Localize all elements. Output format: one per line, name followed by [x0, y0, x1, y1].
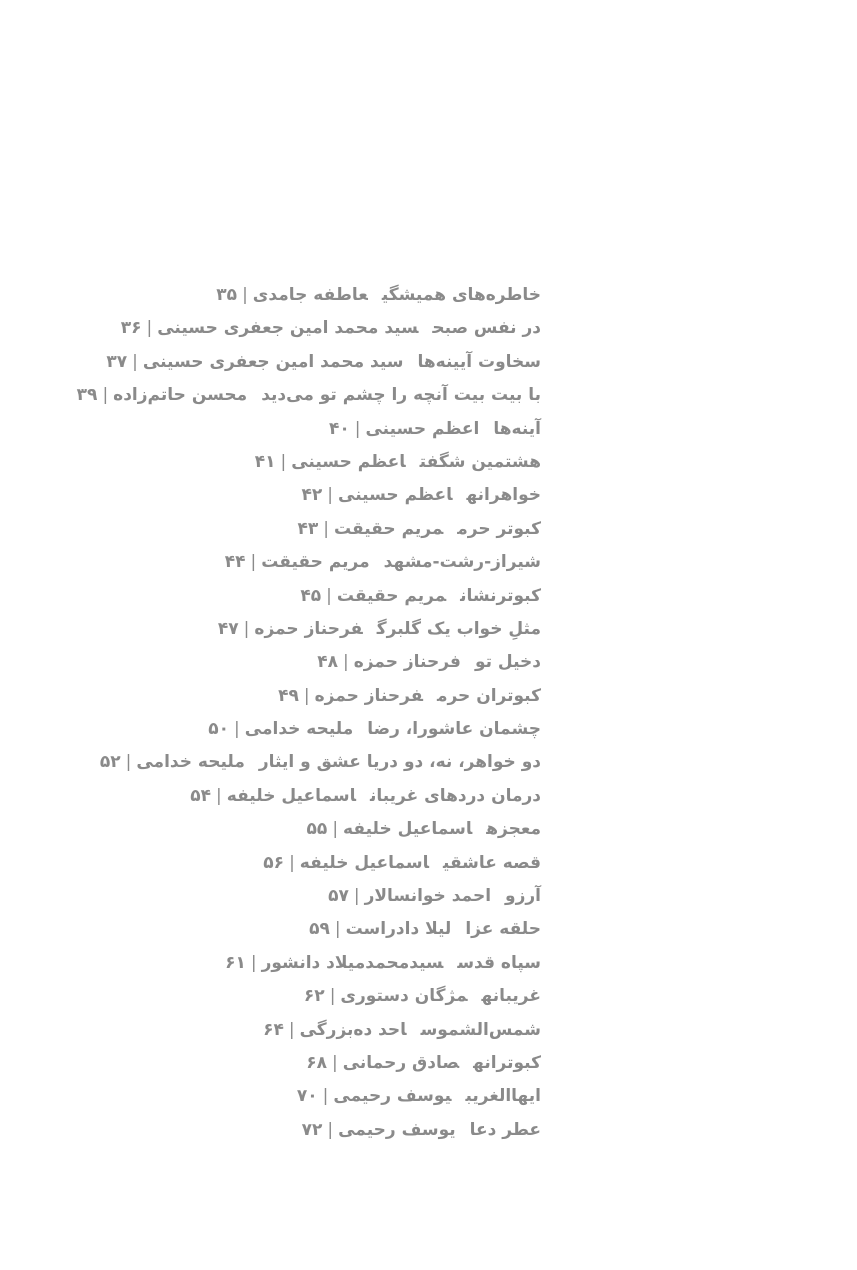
poet-name: مریم حقیقت	[336, 585, 447, 606]
poem-title: هشتمین شگفت	[419, 451, 541, 472]
toc-entry	[77, 746, 541, 779]
page-number: ۴۱	[254, 451, 276, 472]
poem-title: ایهاالغریب	[465, 1086, 541, 1107]
toc-entry	[77, 847, 541, 880]
poem-title: شیراز-رشت-مشهد	[383, 552, 541, 573]
separator: |	[288, 1019, 295, 1040]
poet-name: یوسف رحیمی	[333, 1086, 452, 1107]
toc-entry	[77, 379, 541, 412]
toc-entry	[77, 880, 541, 913]
poet-name: فرحناز حمزه	[254, 618, 363, 639]
separator: |	[323, 518, 330, 539]
poem-title: معجزه	[486, 819, 541, 840]
page-number: ۵۶	[263, 852, 285, 873]
separator: |	[329, 986, 336, 1007]
poem-title: آرزو	[505, 886, 541, 907]
page-number: ۶۱	[225, 952, 246, 973]
poem-title: آینه‌ها	[493, 418, 541, 439]
toc-entry	[77, 479, 541, 512]
page-number: ۵۹	[309, 919, 330, 940]
poet-name: ملیحه خدامی	[136, 752, 245, 773]
toc-entry	[77, 312, 541, 345]
poem-title: شمس‌الشموس	[420, 1019, 541, 1040]
toc-entry	[77, 279, 541, 312]
page-number: ۳۹	[76, 385, 98, 406]
separator: |	[327, 485, 334, 506]
page-number: ۴۰	[328, 418, 350, 439]
toc-entry	[77, 546, 541, 579]
separator: |	[102, 385, 109, 406]
toc-entry	[77, 947, 541, 980]
page-number: ۷۲	[301, 1119, 323, 1140]
poet-name: مژگان دستوری	[340, 986, 468, 1007]
poem-title: درمان دردهای غریبان	[369, 785, 541, 806]
page-number: ۶۲	[303, 986, 325, 1007]
poet-name: اسماعیل خلیفه	[299, 852, 429, 873]
poem-title: غریبانه	[481, 986, 541, 1007]
poem-title: مثلِ خواب یک گلبرگ	[376, 618, 541, 639]
toc-entry	[77, 513, 541, 546]
separator: |	[132, 351, 138, 372]
toc-entry	[77, 713, 541, 746]
separator: |	[327, 1119, 334, 1140]
separator: |	[216, 785, 222, 806]
page-number: ۳۶	[120, 318, 142, 339]
toc-entry	[77, 646, 541, 679]
separator: |	[326, 585, 332, 606]
poet-name: اعظم حسینی	[365, 418, 480, 439]
page-number: ۳۷	[106, 351, 128, 372]
poem-title: خاطره‌های همیشگی	[381, 285, 541, 305]
poem-title: کبوترانه	[473, 1052, 541, 1073]
page-number: ۴۴	[224, 552, 246, 573]
page-number: ۴۲	[301, 485, 323, 506]
poet-name: مریم حقیقت	[261, 552, 370, 573]
separator: |	[334, 919, 341, 940]
toc-entry	[77, 1047, 541, 1080]
toc-entry	[77, 813, 541, 846]
page-number: ۴۷	[217, 618, 239, 639]
separator: |	[354, 418, 361, 439]
separator: |	[234, 719, 240, 740]
separator: |	[146, 318, 153, 339]
poet-name: اسماعیل خلیفه	[226, 785, 356, 806]
separator: |	[242, 285, 248, 305]
toc-entry	[77, 446, 541, 479]
toc-entry	[77, 580, 541, 613]
page-number: ۴۵	[300, 585, 322, 606]
poet-name: مریم حقیقت	[334, 518, 444, 539]
toc-entry	[77, 346, 541, 379]
poem-title: دو خواهر، نه، دو دریا عشق و ایثار	[258, 752, 541, 773]
page-number: ۳۵	[216, 285, 238, 305]
toc-entry	[77, 980, 541, 1013]
poem-title: سپاه قدس	[457, 952, 541, 973]
poet-name: سید محمد امین جعفری حسینی	[142, 351, 404, 372]
toc-entry	[77, 780, 541, 813]
poem-title: در نفس صبح	[432, 318, 541, 339]
poem-title: کبوتران حرم	[436, 685, 541, 706]
page-number: ۵۵	[306, 819, 328, 840]
page-number: ۵۴	[190, 785, 212, 806]
separator: |	[125, 752, 132, 773]
separator: |	[353, 886, 360, 907]
poet-name: سید محمد امین جعفری حسینی	[157, 318, 419, 339]
toc-entry	[77, 613, 541, 646]
poet-name: محسن حاتم‌زاده	[113, 385, 248, 406]
poet-name: فرحناز حمزه	[353, 652, 461, 673]
poem-title: عطر دعا	[469, 1119, 541, 1140]
toc-entry	[77, 1114, 541, 1147]
poet-name: اسماعیل خلیفه	[343, 819, 473, 840]
separator: |	[250, 552, 257, 573]
poet-name: صادق رحمانی	[342, 1052, 460, 1073]
separator: |	[342, 652, 349, 673]
poet-name: ملیحه خدامی	[244, 719, 354, 740]
poet-name: عاطفه جامدی	[252, 285, 368, 305]
toc-entry	[77, 1014, 541, 1047]
separator: |	[332, 819, 339, 840]
poet-name: لیلا دادراست	[345, 919, 452, 940]
poem-title: حلقه عزا	[465, 919, 541, 940]
poem-title: چشمان عاشورا، رضا	[367, 719, 541, 740]
table-of-contents	[77, 279, 541, 1147]
toc-entry	[77, 1080, 541, 1113]
poem-title: دخیل تو	[474, 652, 541, 673]
poet-name: سیدمحمدمیلاد دانشور	[261, 952, 444, 973]
toc-entry	[77, 913, 541, 946]
page-number: ۵۷	[328, 886, 349, 907]
separator: |	[250, 952, 257, 973]
poem-title: سخاوت آیینه‌ها	[417, 351, 541, 372]
page-number: ۷۰	[296, 1086, 318, 1107]
page-number: ۵۰	[208, 719, 230, 740]
page-number: ۶۸	[306, 1052, 327, 1073]
page-number: ۴۹	[278, 685, 299, 706]
toc-entry	[77, 680, 541, 713]
poet-name: یوسف رحیمی	[338, 1119, 456, 1140]
separator: |	[303, 685, 310, 706]
separator: |	[280, 451, 287, 472]
poem-title: کبوتر حرم	[457, 518, 541, 539]
poet-name: فرحناز حمزه	[314, 685, 423, 706]
poem-title: قصه عاشقی	[443, 852, 541, 873]
poem-title: خواهرانه	[466, 485, 541, 506]
poem-title: کبوترنشان	[460, 585, 541, 606]
poet-name: احمد خوانسالار	[364, 886, 492, 907]
separator: |	[289, 852, 295, 873]
poet-name: احد ده‌بزرگی	[299, 1019, 407, 1040]
toc-entry	[77, 413, 541, 446]
poem-title: با بیت بیت آنچه را چشم تو می‌دید	[261, 385, 541, 406]
page-number: ۵۲	[99, 752, 121, 773]
page-number: ۴۳	[297, 518, 319, 539]
page-number: ۴۸	[317, 652, 338, 673]
poet-name: اعظم حسینی	[338, 485, 453, 506]
page-number: ۶۴	[263, 1019, 284, 1040]
separator: |	[322, 1086, 329, 1107]
separator: |	[243, 618, 250, 639]
poet-name: اعظم حسینی	[291, 451, 406, 472]
separator: |	[331, 1052, 338, 1073]
